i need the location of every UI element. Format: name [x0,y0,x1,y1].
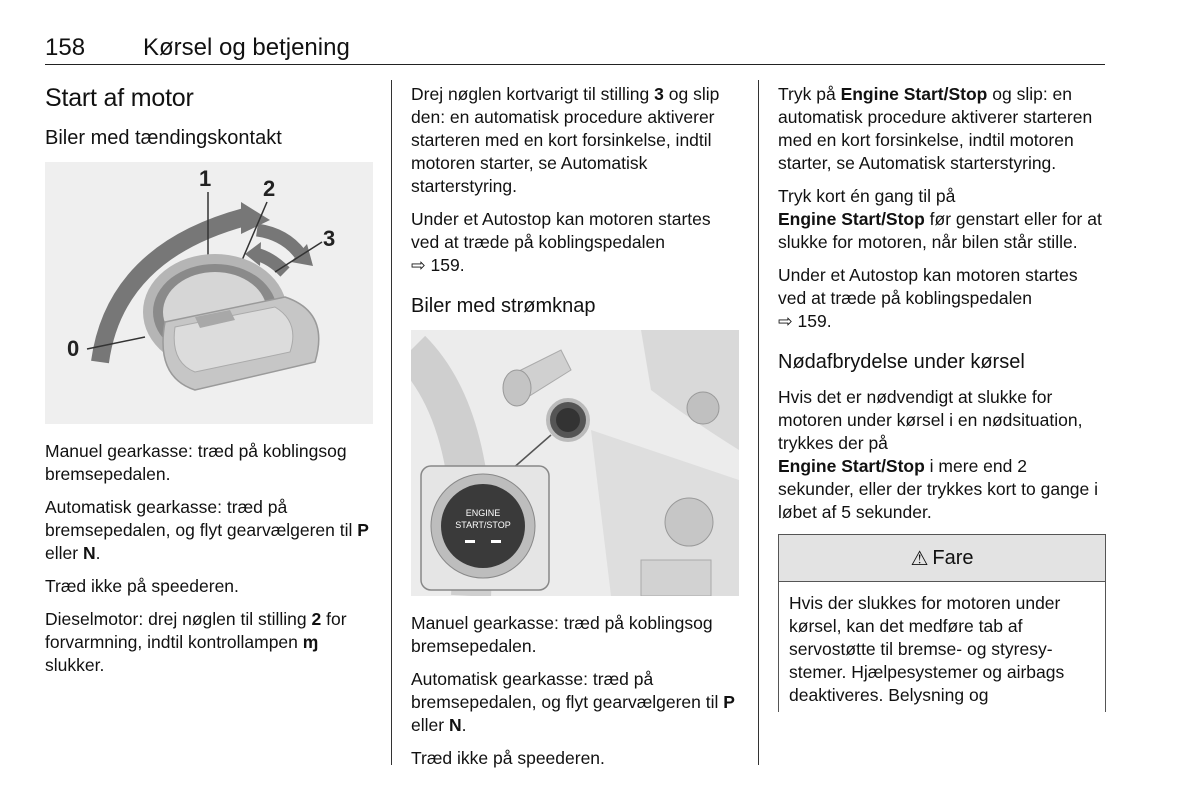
column-divider [758,80,759,765]
subheading-ignition: Biler med tændingskontakt [45,127,282,149]
paragraph: Træd ikke på speederen. [411,748,605,768]
section-title: Kørsel og betjening [143,34,350,61]
ignition-key-illustration [45,162,373,424]
warning-text: Hvis der slukkes for motoren under kørsel, kan det medføre tab af servostøtte til bremse- og styresystemer. Hjælpesystemer og airbags deaktiveres. Belysning og [789,593,1065,705]
key-position-label: 1 [199,166,212,191]
paragraph: Hvis det er nødvendigt at slukke for motoren under kørsel i en nødsituation, trykkes der på Engine Start/Stop i mere end 2 sekunder, eller der trykkes kort to gange i løbet af 5 sekunder. [778,387,1099,522]
key-position-label: 0 [67,336,80,361]
warning-body [778,582,1106,712]
start-stop-illustration [411,330,739,596]
paragraph: Drej nøglen kortvarigt til stilling 3 og slip den: en automatisk procedure aktiverer starteren med en kort forsinkelse, indtil motoren starter, se Automatisk starterstyring. [411,84,720,196]
column-2 [411,80,741,780]
subheading-power-button: Biler med strømknap [411,295,596,317]
key-position-label: 3 [323,226,336,251]
warning-header [778,534,1106,582]
paragraph: Under et Autostop kan motoren startes ved at træde på koblingspedalen ⇨ 159. [778,265,1078,331]
paragraph: Tryk kort én gang til på Engine Start/Stop før genstart eller for at slukke for motoren, når bilen står stille. [778,186,1102,252]
paragraph: Manuel gearkasse: træd på koblingsog bremsepedalen. [45,441,347,484]
paragraph: Under et Autostop kan motoren startes ved at træde på koblingspedalen ⇨ 159. [411,209,711,275]
page-number: 158 [45,34,86,61]
page-header [45,32,1105,65]
column-divider [391,80,392,765]
paragraph: Manuel gearkasse: træd på koblingsog bremsepedalen. [411,613,713,656]
ignition-key-figure [45,162,373,424]
paragraph: Tryk på Engine Start/Stop og slip: en automatisk procedure aktiverer starteren med en kort forsinkelse, indtil motoren starter, se Automatisk starterstyring. [778,84,1093,173]
warning-icon: ⚠ [910,547,929,570]
subheading-emergency-stop: Nødafbrydelse under kørsel [778,351,1025,373]
paragraph: Automatisk gearkasse: træd på bremsepedalen, og flyt gearvælgeren til P eller N. [45,497,369,563]
button-label: ENGINE [465,508,501,518]
page-reference: ⇨ 159. [778,311,832,331]
paragraph: Træd ikke på speederen. [45,576,239,596]
paragraph: Automatisk gearkasse: træd på bremsepedalen, og flyt gearvælgeren til P eller N. [411,669,735,735]
page-reference: ⇨ 159. [411,255,465,275]
warning-title: Fare [932,546,974,569]
glow-plug-icon: ɱ [302,632,319,652]
column-1 [45,80,375,687]
page-heading: Start af motor [45,84,194,112]
start-stop-button-figure [411,330,739,596]
key-position-label: 2 [263,176,276,201]
paragraph: Dieselmotor: drej nøglen til stilling 2 for forvarmning, indtil kontrollampen ɱ slukker. [45,609,347,675]
column-3 [778,80,1106,712]
warning-box [778,534,1106,712]
button-label: START/STOP [455,520,511,530]
